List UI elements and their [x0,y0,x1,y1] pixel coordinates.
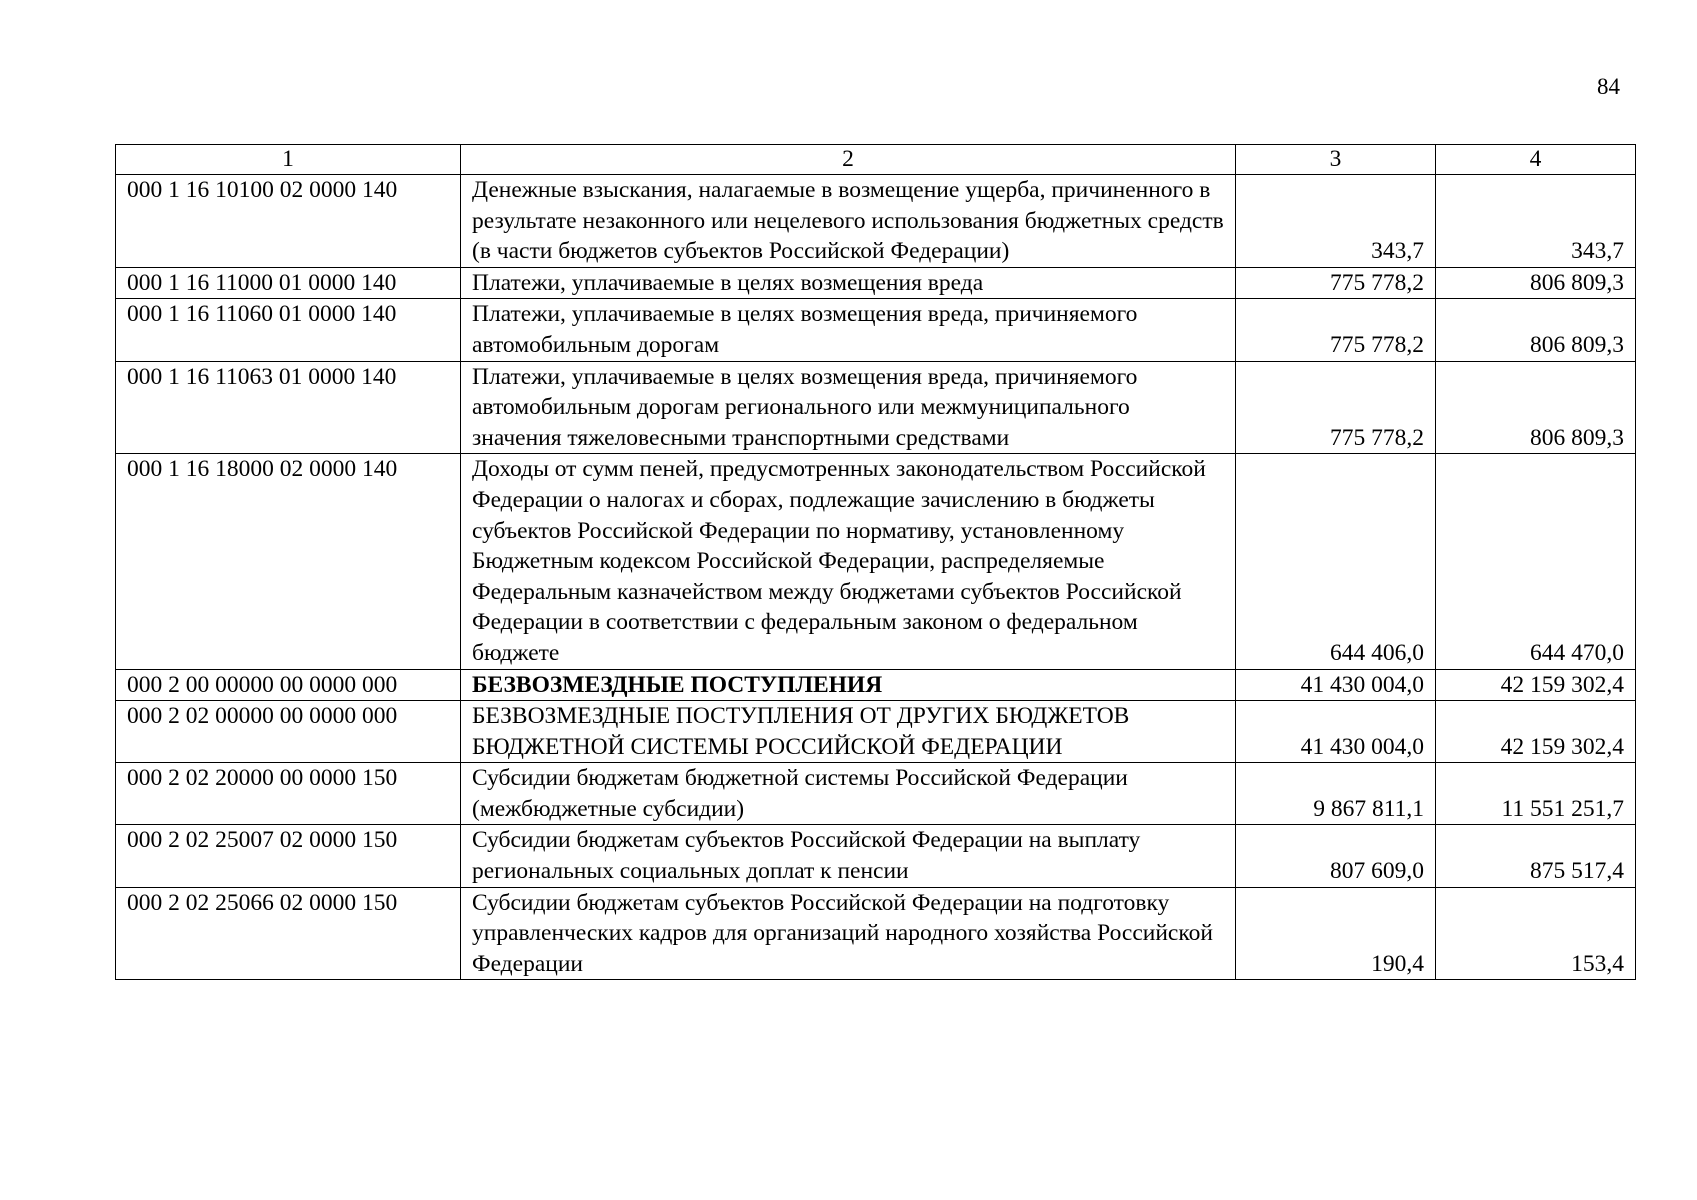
row-value-4: 42 159 302,4 [1436,669,1636,701]
row-value-3: 9 867 811,1 [1236,763,1436,825]
row-value-3: 41 430 004,0 [1236,701,1436,763]
row-description: Платежи, уплачиваемые в целях возмещения вреда, причиняемого автомобильным дорогам [461,299,1236,361]
row-code: 000 1 16 11000 01 0000 140 [116,267,461,299]
row-description: Субсидии бюджетам субъектов Российской Федерации на подготовку управленческих кадров для организаций народного хозяйства Российской Федерации [461,887,1236,980]
row-description: Платежи, уплачиваемые в целях возмещения вреда, причиняемого автомобильным дорогам регионального или межмуниципального значения тяжеловесными транспортными средствами [461,361,1236,454]
row-value-4: 343,7 [1436,175,1636,268]
table-row [116,267,1636,299]
row-value-3: 190,4 [1236,887,1436,980]
row-value-3: 41 430 004,0 [1236,669,1436,701]
row-code: 000 1 16 11060 01 0000 140 [116,299,461,361]
row-value-4: 153,4 [1436,887,1636,980]
table-row [116,361,1636,454]
header-col-3: 3 [1236,145,1436,175]
row-description: Платежи, уплачиваемые в целях возмещения вреда [461,267,1236,299]
table-row [116,175,1636,268]
row-code: 000 2 02 00000 00 0000 000 [116,701,461,763]
row-value-3: 644 406,0 [1236,454,1436,669]
row-value-3: 807 609,0 [1236,825,1436,887]
row-value-4: 806 809,3 [1436,299,1636,361]
row-description: Субсидии бюджетам бюджетной системы Российской Федерации (межбюджетные субсидии) [461,763,1236,825]
row-value-3: 343,7 [1236,175,1436,268]
row-code: 000 2 02 25066 02 0000 150 [116,887,461,980]
row-code: 000 1 16 11063 01 0000 140 [116,361,461,454]
row-value-4: 644 470,0 [1436,454,1636,669]
row-description: Субсидии бюджетам субъектов Российской Федерации на выплату региональных социальных доплат к пенсии [461,825,1236,887]
table-header [116,145,1636,175]
table-row [116,454,1636,669]
row-value-4: 875 517,4 [1436,825,1636,887]
row-value-4: 11 551 251,7 [1436,763,1636,825]
row-value-3: 775 778,2 [1236,267,1436,299]
header-row [116,145,1636,175]
row-description: БЕЗВОЗМЕЗДНЫЕ ПОСТУПЛЕНИЯ ОТ ДРУГИХ БЮДЖЕТОВ БЮДЖЕТНОЙ СИСТЕМЫ РОССИЙСКОЙ ФЕДЕРАЦИИ [461,701,1236,763]
table-body [116,175,1636,980]
page-number: 84 [1597,74,1620,99]
row-description: Денежные взыскания, налагаемые в возмещение ущерба, причиненного в результате незаконного или нецелевого использования бюджетных средств (в части бюджетов субъектов Российской Федерации) [461,175,1236,268]
row-code: 000 2 00 00000 00 0000 000 [116,669,461,701]
row-value-4: 806 809,3 [1436,267,1636,299]
table-row [116,299,1636,361]
row-description: БЕЗВОЗМЕЗДНЫЕ ПОСТУПЛЕНИЯ [461,669,1236,701]
row-value-3: 775 778,2 [1236,361,1436,454]
row-code: 000 2 02 25007 02 0000 150 [116,825,461,887]
table-row [116,763,1636,825]
budget-table [115,144,1636,980]
header-col-2: 2 [461,145,1236,175]
row-value-4: 806 809,3 [1436,361,1636,454]
row-description: Доходы от сумм пеней, предусмотренных законодательством Российской Федерации о налогах и сборах, подлежащие зачислению в бюджеты субъектов Российской Федерации по нормативу, установленному Бюджетным кодексом Российской Федерации, распределяемые Федеральным казначейством между бюджетами субъектов Российской Федерации в соответствии с федеральным законом о федеральном бюджете [461,454,1236,669]
header-col-4: 4 [1436,145,1636,175]
table-row [116,825,1636,887]
table-row [116,701,1636,763]
header-col-1: 1 [116,145,461,175]
row-value-4: 42 159 302,4 [1436,701,1636,763]
table-row [116,669,1636,701]
table-row [116,887,1636,980]
row-code: 000 1 16 10100 02 0000 140 [116,175,461,268]
row-code: 000 2 02 20000 00 0000 150 [116,763,461,825]
row-value-3: 775 778,2 [1236,299,1436,361]
row-code: 000 1 16 18000 02 0000 140 [116,454,461,669]
